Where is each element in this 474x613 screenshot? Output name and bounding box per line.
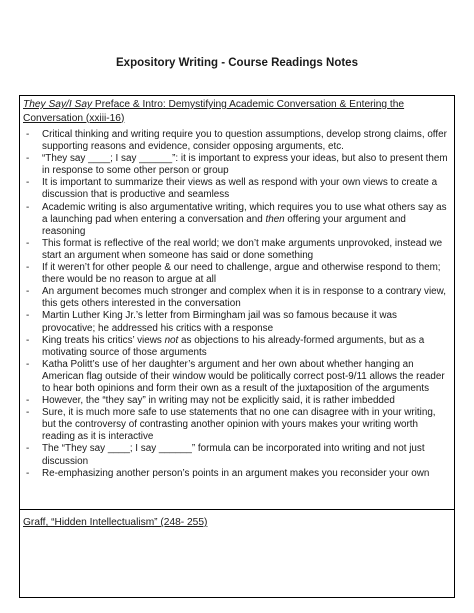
book-title: They Say/I Say: [23, 99, 93, 110]
note-item: [20, 395, 454, 407]
note-item: [20, 286, 454, 310]
note-text: However, the “they say” in writing may not be explicitly said, it is rather imbedded: [42, 395, 395, 407]
dash-bullet: -: [26, 262, 30, 274]
note-text: Katha Politt’s use of her daughter’s argument and her own about whether hanging an American flag outside of their window would be politically correct post-9/11 allows the reader to hear both opinions and form their own as a result of the juxtaposition of the arguments: [42, 358, 445, 394]
note-item: [20, 468, 454, 480]
note-item: [20, 359, 454, 395]
notes-table: [19, 95, 455, 598]
note-text: Re-emphasizing another person’s points in an argument makes you reconsider your own: [42, 467, 430, 479]
section-they-say-i-say: [20, 96, 454, 510]
note-item: [20, 238, 454, 262]
note-item: [20, 177, 454, 201]
dash-bullet: -: [26, 395, 30, 407]
note-text-continued: as objections to his already-formed arguments, but as a motivating source of those arguments: [42, 334, 425, 358]
note-item: [20, 202, 454, 238]
note-item: [20, 335, 454, 359]
note-text: Sure, it is much more safe to use statements that no one can disagree with in your writing, but the controversy of contrasting another opinion with yours makes your writing worth reading as it is interactive: [42, 407, 436, 443]
note-text: The “They say ____; I say ______” formula can be incorporated into writing and not just discussion: [42, 443, 425, 467]
notes-list: [20, 129, 454, 480]
section-heading-graff: Graff, “Hidden Intellectualism” (248- 255): [23, 517, 208, 528]
dash-bullet: -: [26, 201, 30, 213]
note-text: Martin Luther King Jr.’s letter from Birmingham jail was so famous because it was provocative; he addressed his critics with a response: [42, 310, 397, 334]
note-text: Academic writing is also argumentative writing, which requires you to use what others say as a launching pad when entering a conversation and: [42, 201, 447, 225]
dash-bullet: -: [26, 443, 30, 455]
dash-bullet: -: [26, 177, 30, 189]
note-text: It is important to summarize their views as well as respond with your own views to create a discussion that is productive and seamless: [42, 177, 438, 201]
note-text: “They say ____; I say ______”: it is important to express your ideas, but also to present them in response to some other person or group: [42, 153, 448, 177]
document-title: Expository Writing - Course Readings Notes: [116, 57, 358, 69]
dash-bullet: -: [26, 358, 30, 370]
note-emphasis: then: [265, 213, 285, 225]
dash-bullet: -: [26, 407, 30, 419]
section-hidden-intellectualism: [20, 510, 454, 597]
dash-bullet: -: [26, 334, 30, 346]
note-text-continued: offering your argument and reasoning: [42, 213, 406, 237]
note-text: This format is reflective of the real world; we don’t make arguments unprovoked, instead we start an argument when someone has said or done something: [42, 237, 443, 261]
note-item: [20, 153, 454, 177]
note-text: Critical thinking and writing require you to question assumptions, develop strong claims, offer supporting reasons and evidence, consider opposing arguments, etc.: [42, 129, 447, 153]
note-item: [20, 407, 454, 443]
dash-bullet: -: [26, 310, 30, 322]
dash-bullet: -: [26, 153, 30, 165]
note-text: King treats his critics’ views: [42, 334, 165, 346]
note-item: [20, 443, 454, 467]
note-emphasis: not: [164, 334, 179, 346]
dash-bullet: -: [26, 237, 30, 249]
note-item: [20, 310, 454, 334]
dash-bullet: -: [26, 286, 30, 298]
dash-bullet: -: [26, 467, 30, 479]
note-item: [20, 262, 454, 286]
note-text: An argument becomes much stronger and complex when it is in response to a contrary view, this gets others interested in the conversation: [42, 286, 446, 310]
section-heading-rest: Preface & Intro: Demystifying Academic Conversation & Entering the Conversation (xxiii-16): [23, 99, 405, 124]
note-item: [20, 129, 454, 153]
section-heading: [20, 96, 454, 125]
dash-bullet: -: [26, 129, 30, 140]
note-text: If it weren’t for other people & our need to challenge, argue and otherwise respond to them; there would be no reason to argue at all: [42, 262, 441, 286]
